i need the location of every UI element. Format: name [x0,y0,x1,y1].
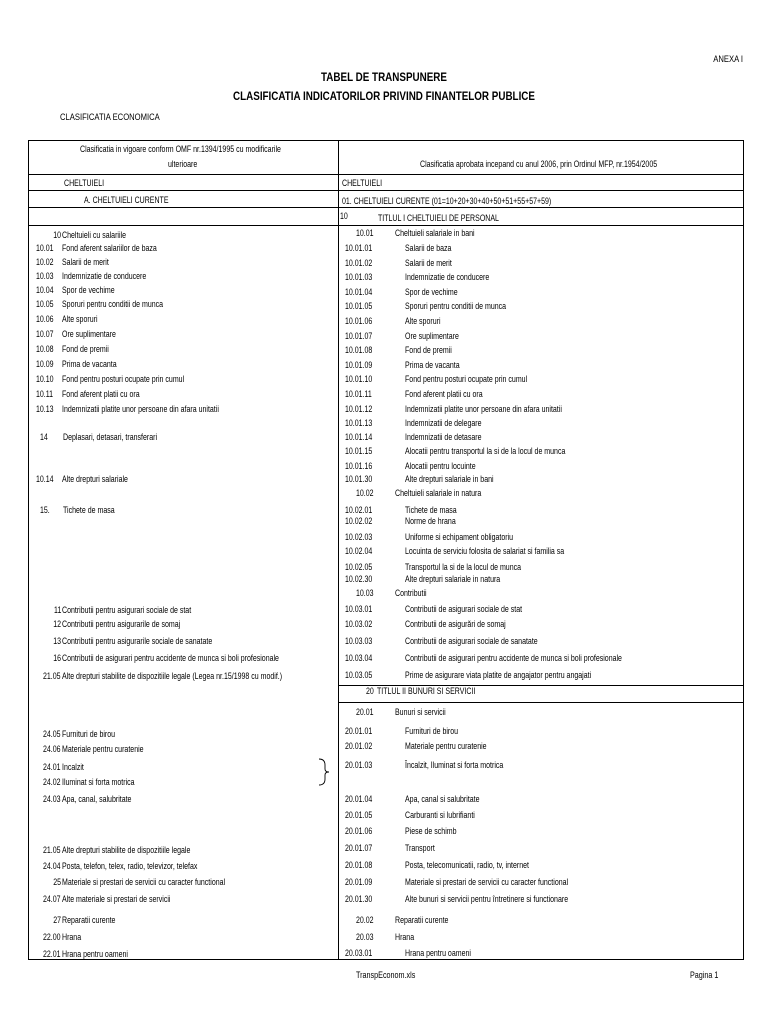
left-row-code: 21.05 [43,671,61,681]
left-row-code: 10.09 [36,359,54,369]
right-row-code: 20.01.02 [345,741,373,751]
right-row-code: 10.01.05 [345,301,373,311]
right-row-label: Apa, canal si salubritate [405,794,480,804]
table-divider [338,685,744,686]
table-divider [28,190,744,191]
left-row-label: Alte drepturi stabilite de dispozitiile legale [62,845,191,855]
left-row-code: 10.02 [36,257,54,267]
left-row-code: 27 [53,915,61,925]
right-row-label: Hrana [395,932,415,942]
header-right: Clasificatia aprobata incepand cu anul 2006, prin Ordinul MFP, nr.1954/2005 [420,159,658,169]
left-row-label: Fond pentru posturi ocupate prin cumul [62,374,185,384]
footer-page: Pagina 1 [690,970,719,980]
right-row-code: 20.03.01 [345,948,373,958]
left-row-label: Alte sporuri [62,314,98,324]
left-row-label: Furnituri de birou [62,729,116,739]
right-row-code: 20.01 [356,707,374,717]
table-divider [28,174,744,175]
right-row-code: 10.01.11 [345,389,372,399]
right-row-label: Indemnizatie de conducere [405,272,490,282]
right-row-label: Furnituri de birou [405,726,459,736]
right-row-code: 20.01.07 [345,843,373,853]
left-row-code: 10 [53,230,61,240]
right-row-label: Contributii de asigurari sociale de sanatate [405,636,538,646]
right-row-code: 20.01.05 [345,810,373,820]
left-row-label: Reparatii curente [62,915,116,925]
right-row-label: Contributii de asigurari sociale de stat [405,604,523,614]
right-row-label: Prima de vacanta [405,360,460,370]
table-divider [28,207,744,208]
right-row-label: Alocatii pentru transportul la si de la locul de munca [405,446,566,456]
left-row-label: Alte materiale si prestari de servicii [62,894,171,904]
right-row-label: Locuinta de serviciu folosita de salariat si familia sa [405,546,565,556]
right-row-code: 10.01.30 [345,474,373,484]
left-row-code: 12 [53,619,61,629]
right-row-label: Indemnizatii de detasare [405,432,482,442]
left-row-code: 24.04 [43,861,61,871]
left-row-label: Ore suplimentare [62,329,116,339]
left-row-code: 10.05 [36,299,54,309]
left-row-label: Deplasari, detasari, transferari [63,432,158,442]
right-row-label: Prime de asigurare viata platite de angajator pentru angajati [405,670,592,680]
left-row-label: Alte drepturi stabilite de dispozitiile legale (Legea nr.15/1998 cu modif.) [62,671,283,681]
right-row-code: 20.01.01 [345,726,373,736]
brace-icon [318,758,330,786]
right-row-code: 10.01.12 [345,404,373,414]
left-row-code: 10.03 [36,271,54,281]
right-row-code: 10.03 [356,588,374,598]
right-row-label: Cheltuieli salariale in natura [395,488,482,498]
left-row-code: 14 [40,432,48,442]
right-row-label: Ore suplimentare [405,331,459,341]
left-row-label: Contributii pentru asigurarile sociale de sanatate [62,636,213,646]
left-row-code: 10.13 [36,404,54,414]
left-row-code: 10.14 [36,474,54,484]
right-row-label: Spor de vechime [405,287,458,297]
right-row-label: Alte bunuri si servicii pentru întretinere si functionare [405,894,569,904]
left-row-code: 24.03 [43,794,61,804]
left-row-code: 11 [53,605,61,615]
left-row-label: Apa, canal, salubritate [62,794,132,804]
left-row-code: 22.00 [43,932,61,942]
table-left-border [28,140,29,960]
left-row-label: Indemnizatii platite unor persoane din afara unitatii [62,404,219,414]
left-row-label: Materiale pentru curatenie [62,744,144,754]
section-label: CLASIFICATIA ECONOMICA [60,112,160,122]
right-row-label: Hrana pentru oameni [405,948,471,958]
right-row-code: 10.01.10 [345,374,373,384]
right-row-label: Uniforme si echipament obligatoriu [405,532,514,542]
left-row-label: Prima de vacanta [62,359,117,369]
left-row-label: Alte drepturi salariale [62,474,128,484]
right-row-code: 10.02.03 [345,532,373,542]
right-row-code: 10.02.30 [345,574,373,584]
header-right-titlu-code: 10 [340,211,348,221]
table-center-divider [338,140,339,960]
right-row-label: Norme de hrana [405,516,456,526]
left-row-code: 16 [53,653,61,663]
right-row-code: 10.03.03 [345,636,373,646]
left-row-code: 25 [53,877,61,887]
header-left-curente: A. CHELTUIELI CURENTE [84,195,169,205]
right-row-code: 10.01.03 [345,272,373,282]
left-row-code: 10.07 [36,329,54,339]
right-row-label: Materiale si prestari de servicii cu caracter functional [405,877,569,887]
header-right-curente: 01. CHELTUIELI CURENTE (01=10+20+30+40+50+51+55+57+59) [342,196,552,206]
left-row-code: 22.01 [43,949,61,959]
right-row-code: 10.01.07 [345,331,373,341]
right-row-code: 10.02.02 [345,516,373,526]
right-row-label: Contributii de asigurari pentru accidente de munca si boli profesionale [405,653,622,663]
right-row-code: 10.01.08 [345,345,373,355]
left-row-label: Indemnizatie de conducere [62,271,147,281]
right-row-label: Salarii de merit [405,258,452,268]
right-row-label: Alte drepturi salariale in bani [405,474,494,484]
right-row-code: 20.01.03 [345,760,373,770]
right-row-code: 10.01.04 [345,287,373,297]
right-row-code: 10.03.05 [345,670,373,680]
header-right-cheltuieli: CHELTUIELI [342,178,383,188]
left-row-label: Iluminat si forta motrica [62,777,135,787]
left-row-label: Contributii de asigurari pentru accidente de munca si boli profesionale [62,653,279,663]
left-row-code: 15. [40,505,50,515]
right-row-label: Indemnizatii platite unor persoane din afara unitatii [405,404,562,414]
right-row-label: Contributii [395,588,427,598]
right-row-code: 10.03.04 [345,653,373,663]
left-row-code: 10.11 [36,389,54,399]
right-row-label: Tichete de masa [405,505,457,515]
left-row-code: 24.02 [43,777,61,787]
right-row-label: Contributii de asigurări de somaj [405,619,506,629]
right-row-code: 10.02.01 [345,505,373,515]
left-row-code: 21.05 [43,845,61,855]
left-row-code: 24.07 [43,894,61,904]
right-row-code: 10.03.01 [345,604,373,614]
right-row-label: Alte drepturi salariale in natura [405,574,501,584]
right-row-code: 20 [366,686,374,696]
right-row-label: Transport [405,843,435,853]
table-bottom-border [28,959,744,960]
left-row-label: Hrana pentru oameni [62,949,128,959]
left-row-code: 13 [53,636,61,646]
left-row-label: Incalzit [62,762,84,772]
table-divider [338,225,744,226]
right-row-label: Alte sporuri [405,316,441,326]
annex-label: ANEXA I [713,54,743,64]
left-row-code: 24.05 [43,729,61,739]
header-right-titlu-label: TITLUL I CHELTUIELI DE PERSONAL [378,213,499,223]
right-row-code: 10.01.02 [345,258,373,268]
left-row-label: Fond aferent platii cu ora [62,389,140,399]
right-row-label: Cheltuieli salariale in bani [395,228,475,238]
left-row-label: Salarii de merit [62,257,109,267]
right-row-label: Alocatii pentru locuinte [405,461,476,471]
left-row-label: Fond de premii [62,344,109,354]
table-top-border [28,140,744,141]
right-row-code: 20.02 [356,915,374,925]
right-row-code: 10.02.04 [345,546,373,556]
right-row-code: 20.01.04 [345,794,373,804]
right-row-label: Posta, telecomunicatii, radio, tv, internet [405,860,529,870]
header-left-line2: ulterioare [168,159,198,169]
right-row-code: 10.01.06 [345,316,373,326]
header-left-cheltuieli: CHELTUIELI [64,178,105,188]
right-row-code: 20.01.06 [345,826,373,836]
left-row-code: 10.04 [36,285,54,295]
left-row-label: Fond aferent salariilor de baza [62,243,157,253]
right-row-label: Fond aferent platii cu ora [405,389,483,399]
right-row-code: 20.01.30 [345,894,373,904]
right-row-label: Bunuri si servicii [395,707,446,717]
right-row-code: 10.01.01 [345,243,373,253]
left-row-label: Tichete de masa [63,505,115,515]
left-row-label: Cheltuieli cu salariile [62,230,126,240]
left-row-label: Posta, telefon, telex, radio, televizor, telefax [62,861,198,871]
right-row-label: Încalzit, Iluminat si forta motrica [405,760,504,770]
right-row-code: 10.02.05 [345,562,373,572]
right-row-label: Reparatii curente [395,915,449,925]
left-row-code: 10.06 [36,314,54,324]
left-row-label: Contributii pentru asigurari sociale de stat [62,605,192,615]
right-row-code: 20.01.09 [345,877,373,887]
left-row-label: Hrana [62,932,82,942]
right-row-code: 10.01.16 [345,461,373,471]
right-row-label: Sporuri pentru conditii de munca [405,301,507,311]
left-row-code: 24.06 [43,744,61,754]
right-row-code: 10.03.02 [345,619,373,629]
table-divider [28,225,338,226]
right-row-code: 10.01.13 [345,418,373,428]
left-row-label: Sporuri pentru conditii de munca [62,299,164,309]
right-row-code: 10.01 [356,228,374,238]
right-row-code: 10.01.09 [345,360,373,370]
right-row-code: 10.01.15 [345,446,373,456]
footer-filename: TranspEconom.xls [356,970,416,980]
header-left-line1: Clasificatia in vigoare conform OMF nr.1394/1995 cu modificarile [80,144,281,154]
left-row-label: Spor de vechime [62,285,115,295]
right-row-label: Indemnizatii de delegare [405,418,482,428]
table-right-border [743,140,744,960]
page-subtitle: CLASIFICATIA INDICATORILOR PRIVIND FINANTELOR PUBLICE [233,89,535,103]
right-row-label: Carburanti si lubrifianti [405,810,475,820]
right-row-code: 20.03 [356,932,374,942]
right-row-label: TITLUL II BUNURI SI SERVICII [377,686,476,696]
right-row-code: 10.02 [356,488,374,498]
left-row-code: 10.10 [36,374,54,384]
left-row-code: 24.01 [43,762,61,772]
left-row-label: Contributii pentru asigurarile de somaj [62,619,181,629]
right-row-label: Fond de premii [405,345,452,355]
left-row-code: 10.08 [36,344,54,354]
table-divider [338,702,744,703]
right-row-label: Salarii de baza [405,243,452,253]
left-row-code: 10.01 [36,243,54,253]
right-row-label: Materiale pentru curatenie [405,741,487,751]
right-row-label: Transportul la si de la locul de munca [405,562,522,572]
left-row-label: Materiale si prestari de servicii cu caracter functional [62,877,226,887]
right-row-code: 20.01.08 [345,860,373,870]
page-title: TABEL DE TRANSPUNERE [321,70,447,84]
right-row-label: Fond pentru posturi ocupate prin cumul [405,374,528,384]
right-row-label: Piese de schimb [405,826,457,836]
right-row-code: 10.01.14 [345,432,373,442]
